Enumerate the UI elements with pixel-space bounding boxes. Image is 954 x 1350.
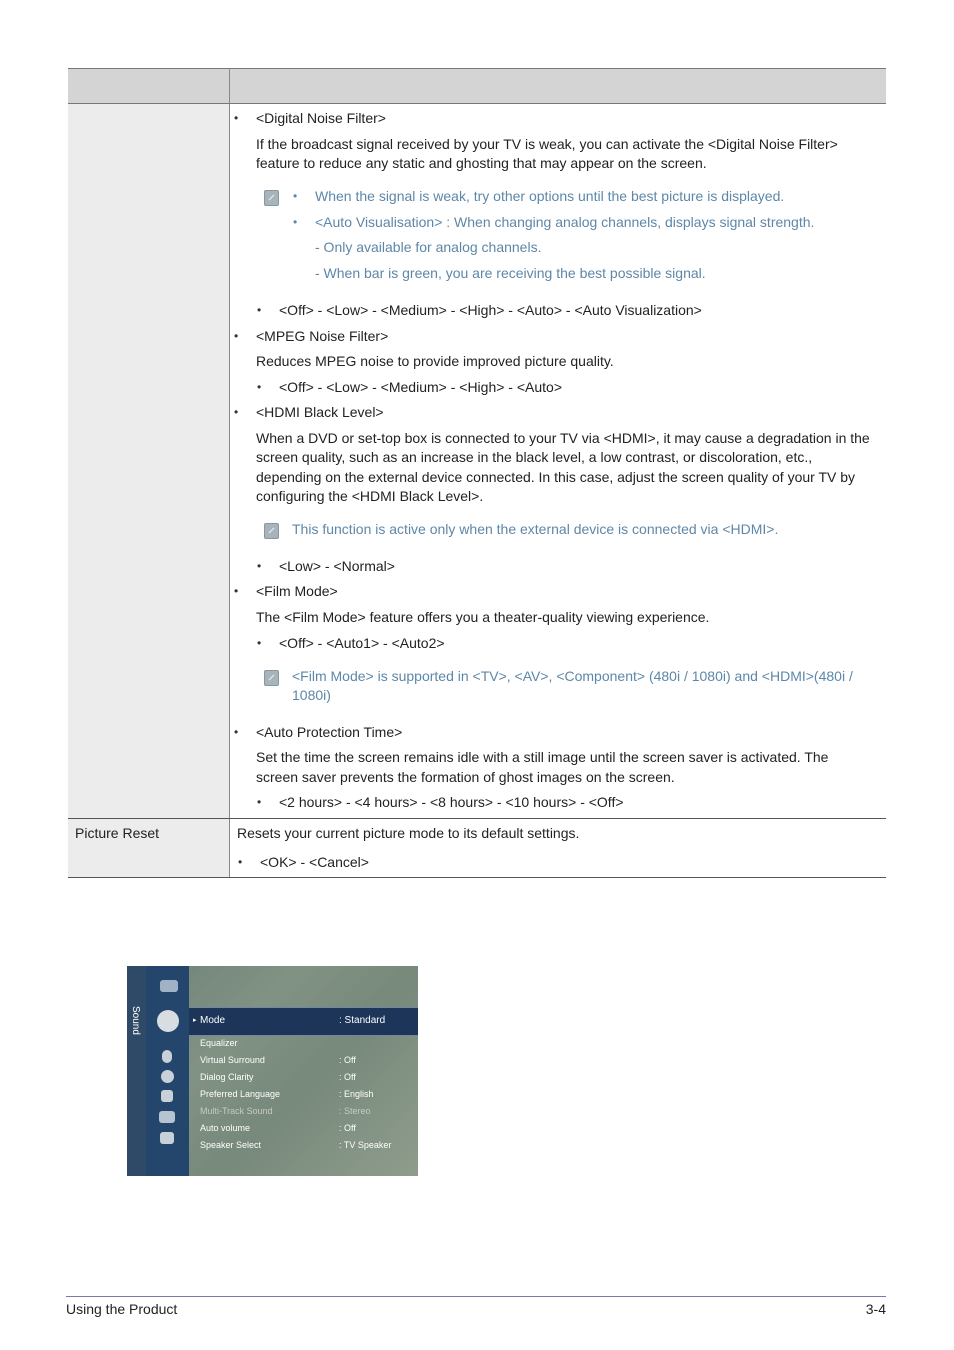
- menu-item-label[interactable]: Preferred Language: [200, 1089, 281, 1099]
- table-row: [68, 819, 886, 878]
- section-heading: <Film Mode>: [256, 583, 338, 599]
- header-cell-1: [68, 69, 230, 104]
- note-text: - Only available for analog channels.: [315, 239, 542, 255]
- bullet-icon: •: [257, 636, 262, 650]
- menu-item-value: : Off: [339, 1055, 356, 1065]
- menu-item-value: : English: [339, 1089, 374, 1099]
- table-header-row: [68, 69, 886, 104]
- settings-table: [68, 68, 886, 878]
- body-text: When a DVD or set-top box is connected to your TV via <HDMI>, it may cause a degradation in the: [256, 430, 870, 446]
- row-label-cell: [68, 104, 230, 819]
- application-icon: [159, 1111, 175, 1123]
- bullet-icon: •: [234, 584, 239, 598]
- input-icon: [161, 1090, 173, 1102]
- support-icon: [160, 1132, 174, 1144]
- bullet-icon: •: [234, 329, 239, 343]
- menu-item-label[interactable]: Equalizer: [200, 1038, 238, 1048]
- menu-item-label[interactable]: Virtual Surround: [200, 1055, 265, 1065]
- body-text: depending on the external device connected. In this case, adjust the screen quality of your TV by: [256, 469, 856, 485]
- page-number: 3-4: [865, 1301, 886, 1317]
- row1-content: [230, 104, 886, 818]
- bullet-icon: •: [234, 725, 239, 739]
- menu-item-mode-label: Mode: [200, 1015, 226, 1026]
- table-row: [68, 104, 886, 819]
- row-desc-cell: [230, 104, 887, 819]
- option-list: <Off> - <Auto1> - <Auto2>: [279, 635, 445, 651]
- bullet-icon: •: [234, 111, 239, 125]
- menu-item-label[interactable]: Speaker Select: [200, 1140, 262, 1150]
- note-text: 1080i): [292, 687, 331, 703]
- body-text: feature to reduce any static and ghosting that may appear on the screen.: [256, 155, 707, 171]
- body-text: screen saver prevents the formation of ghost images on the screen.: [256, 769, 675, 785]
- note-text: When the signal is weak, try other options until the best picture is displayed.: [315, 188, 785, 204]
- section-heading: <Auto Protection Time>: [256, 724, 403, 740]
- row-label-cell: [68, 819, 230, 878]
- setup-icon: [161, 1070, 174, 1083]
- note-icon: [264, 523, 279, 539]
- section-heading: <MPEG Noise Filter>: [256, 328, 389, 344]
- menu-item-mode-value: : Standard: [339, 1015, 386, 1026]
- bullet-icon: •: [257, 559, 262, 573]
- bullet-icon: •: [257, 795, 262, 809]
- body-text: Set the time the screen remains idle with a still image until the screen saver is activated. The: [256, 749, 829, 765]
- option-list: <Off> - <Low> - <Medium> - <High> - <Auto> - <Auto Visualization>: [279, 302, 702, 318]
- menu-side-strip: [127, 966, 146, 1176]
- body-text: screen quality, such as an increase in the black level, a low contrast, or discoloration, etc.,: [256, 449, 813, 465]
- menu-item-value: : TV Speaker: [339, 1140, 392, 1150]
- body-text: Reduces MPEG noise to provide improved picture quality.: [256, 353, 614, 369]
- row-label-picture-reset: Picture Reset: [75, 825, 160, 841]
- body-text: configuring the <HDMI Black Level>.: [256, 488, 484, 504]
- menu-item-value: : Off: [339, 1123, 356, 1133]
- body-text: The <Film Mode> feature offers you a theater-quality viewing experience.: [256, 609, 710, 625]
- sound-icon: [157, 1010, 179, 1032]
- bullet-icon: •: [293, 189, 298, 203]
- bullet-icon: •: [238, 855, 243, 869]
- option-list: <Low> - <Normal>: [279, 558, 395, 574]
- note-text: This function is active only when the external device is connected via <HDMI>.: [292, 521, 779, 537]
- chevron-right-icon: ▸: [193, 1017, 197, 1024]
- note-text: - When bar is green, you are receiving the best possible signal.: [315, 265, 706, 281]
- option-list: <2 hours> - <4 hours> - <8 hours> - <10 hours> - <Off>: [279, 794, 624, 810]
- body-text: If the broadcast signal received by your TV is weak, you can activate the <Digital Noise Filter>: [256, 136, 838, 152]
- header-cell-2: [230, 69, 887, 104]
- note-icon: [264, 670, 279, 686]
- picture-reset-option: <OK> - <Cancel>: [260, 854, 369, 870]
- channel-icon: [162, 1050, 172, 1063]
- section-heading: <HDMI Black Level>: [256, 404, 384, 420]
- note-text: <Film Mode> is supported in <TV>, <AV>, <Component> (480i / 1080i) and <HDMI>(480i /: [292, 668, 853, 684]
- menu-item-value: : Off: [339, 1072, 356, 1082]
- note-icon: [264, 190, 279, 206]
- menu-side-label: Sound: [130, 1006, 141, 1035]
- menu-item-label-disabled: Multi-Track Sound: [200, 1106, 273, 1116]
- picture-reset-desc: Resets your current picture mode to its default settings.: [237, 825, 580, 841]
- bullet-icon: •: [257, 380, 262, 394]
- tv-sound-menu-screenshot: [127, 966, 418, 1176]
- row-desc-cell: [230, 819, 887, 878]
- menu-item-value-disabled: : Stereo: [339, 1106, 371, 1116]
- note-text: <Auto Visualisation> : When changing analog channels, displays signal strength.: [315, 214, 815, 230]
- bullet-icon: •: [293, 215, 298, 229]
- bullet-icon: •: [257, 303, 262, 317]
- option-list: <Off> - <Low> - <Medium> - <High> - <Auto>: [279, 379, 563, 395]
- section-heading: <Digital Noise Filter>: [256, 110, 386, 126]
- bullet-icon: •: [234, 405, 239, 419]
- footer-section-title: Using the Product: [66, 1301, 178, 1317]
- picture-icon: [160, 980, 178, 992]
- menu-item-label[interactable]: Dialog Clarity: [200, 1072, 254, 1082]
- footer-divider: [66, 1296, 886, 1297]
- menu-item-label[interactable]: Auto volume: [200, 1123, 251, 1133]
